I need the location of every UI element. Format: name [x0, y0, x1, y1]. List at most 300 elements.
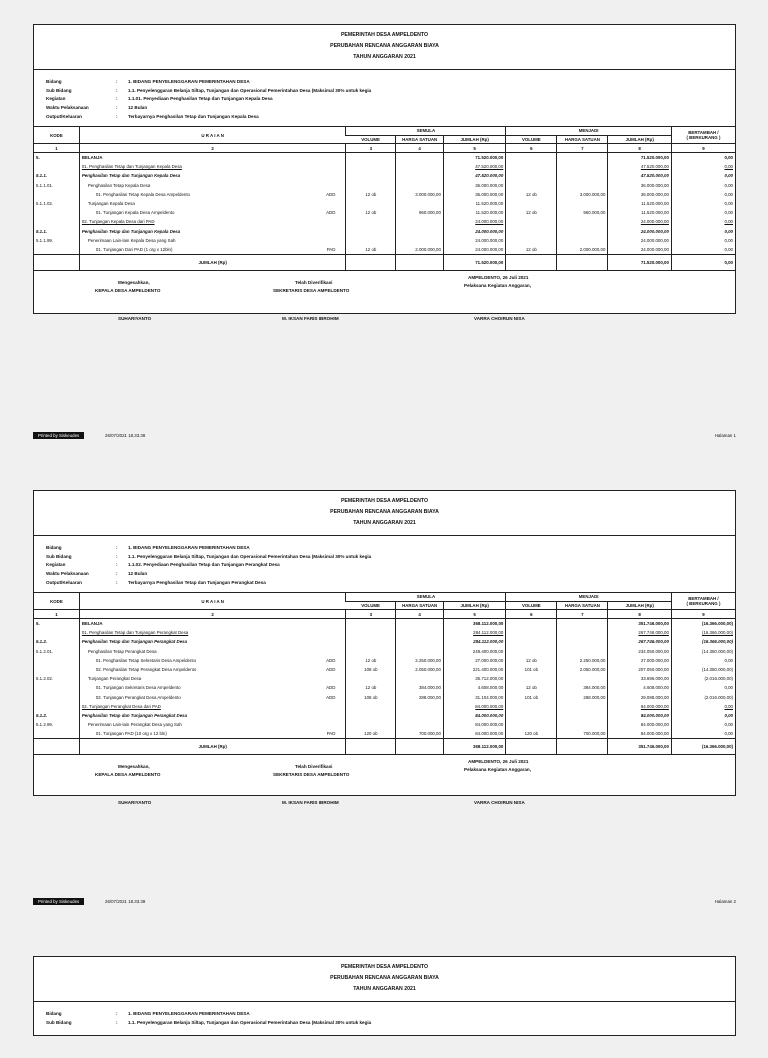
col-num: 5 [443, 144, 505, 153]
sign-name-sekretaris: M. IKSAN FARIS IBROHIM [282, 800, 339, 806]
row-harga-semula-text: 2.000.000,00 [415, 246, 441, 252]
row-kode [34, 656, 79, 665]
row-diff-text: 0,00 [724, 237, 733, 243]
row-jumlah-semula-text: 84.000.000,00 [475, 722, 504, 728]
budget-table [34, 126, 735, 271]
row-uraian [79, 665, 346, 674]
col-num: 4 [396, 610, 444, 619]
row-jumlah-menjadi-text: 11.520.000,00 [641, 201, 669, 207]
table-row [34, 711, 735, 720]
col-jumlah: JUMLAH (Rp) [443, 601, 505, 610]
row-kode [34, 162, 79, 171]
row-source: ADD [326, 191, 336, 197]
signature-block [34, 271, 735, 341]
row-uraian [79, 619, 346, 629]
row-harga-menjadi [557, 693, 608, 702]
row-harga-semula [396, 190, 444, 199]
col-num: 2 [79, 610, 346, 619]
row-volume-semula [346, 693, 396, 702]
col-volume: VOLUME [506, 135, 557, 144]
row-kode-text: 5.1.2.02. [36, 676, 54, 682]
row-uraian-text: Penerimaan Lain-lain Perangkat Desa yang Sah [87, 722, 182, 728]
col-kode: KODE [34, 593, 79, 610]
table-row [34, 619, 735, 629]
row-harga-menjadi [557, 217, 608, 226]
row-kode [34, 665, 79, 674]
row-volume-semula [346, 674, 396, 683]
row-volume-semula [346, 153, 396, 163]
label-kegiatan: Kegiatan [46, 562, 66, 568]
row-volume-menjadi-text: 12 ob [525, 246, 537, 252]
table-row [34, 637, 735, 646]
row-harga-semula [396, 162, 444, 171]
row-source: ADD [326, 210, 336, 216]
label-bidang: Bidang [46, 544, 62, 550]
row-diff [671, 171, 735, 180]
row-uraian [79, 199, 346, 208]
sign-sekretaris: SEKRETARIS DESA AMPELDENTO [273, 288, 350, 294]
report-header [34, 491, 735, 536]
row-harga-semula-text: 960.000,00 [418, 210, 441, 216]
col-bertambah [671, 127, 735, 144]
row-volume-menjadi [506, 208, 557, 217]
sign-date: AMPELDENTO, 26 Juli 2021 [468, 759, 529, 765]
row-kode-text: 5.1.2. [36, 639, 47, 645]
row-source: PAD [326, 246, 336, 252]
total-menjadi: 71.520.000,00 [608, 255, 672, 271]
report-header [34, 957, 735, 1002]
row-kode [34, 236, 79, 245]
label-sub-bidang: Sub Bidang [46, 87, 72, 93]
table-row [34, 162, 735, 171]
row-jumlah-semula [443, 702, 505, 711]
year-title: TAHUN ANGGARAN 2021 [353, 986, 416, 992]
row-volume-menjadi [506, 729, 557, 739]
row-source: ADD [326, 657, 336, 663]
row-diff [671, 702, 735, 711]
row-uraian-text: Penerimaan Lain-lain Kepala Desa yang Sah [87, 237, 176, 243]
label-kegiatan: Kegiatan [46, 96, 66, 102]
row-uraian-text: BELANJA [81, 621, 103, 627]
row-volume-menjadi [506, 217, 557, 226]
row-harga-semula [396, 656, 444, 665]
row-harga-menjadi [557, 619, 608, 629]
row-uraian [79, 217, 346, 226]
col-uraian: U R A I A N [79, 127, 346, 144]
row-harga-menjadi [557, 245, 608, 255]
row-kode-text: 5.1.1. [36, 228, 47, 234]
row-volume-menjadi-text: 12 ob [525, 191, 537, 197]
row-harga-menjadi [557, 637, 608, 646]
colon: : [116, 1019, 118, 1025]
row-harga-menjadi-text: 2.000.000,00 [579, 246, 606, 252]
org-title: PEMERINTAH DESA AMPELDENTO [340, 498, 429, 504]
row-harga-semula [396, 199, 444, 208]
row-uraian [79, 181, 346, 190]
row-kode [34, 637, 79, 646]
row-volume-semula [346, 637, 396, 646]
row-volume-menjadi [506, 693, 557, 702]
row-diff-text: 0,00 [724, 201, 733, 207]
total-menjadi: 351.746.000,00 [608, 739, 672, 755]
row-harga-semula [396, 208, 444, 217]
row-kode [34, 628, 79, 637]
row-harga-semula [396, 683, 444, 692]
row-uraian-text: Penghasilan Tetap dan Tunjangan Perangkat Desa [81, 712, 188, 718]
row-jumlah-semula-text: 84.000.000,00 [475, 731, 504, 737]
row-harga-semula-text: 2.050.000,00 [415, 667, 441, 673]
row-harga-menjadi [557, 628, 608, 637]
label-bidang: Bidang [46, 78, 62, 84]
row-volume-menjadi [506, 674, 557, 683]
row-volume-menjadi [506, 181, 557, 190]
row-jumlah-menjadi-text: 267.746.000,00 [638, 630, 669, 636]
col-uraian: U R A I A N [79, 593, 346, 610]
row-jumlah-menjadi-text: 71.520.000,00 [640, 155, 669, 161]
table-row [34, 702, 735, 711]
row-diff [671, 656, 735, 665]
row-harga-menjadi-text: 384.000,00 [583, 685, 606, 691]
row-uraian-text: 01. Penghasilan Tetap dan Tunjangan Kepala Desa [81, 164, 182, 170]
doc-title: PERUBAHAN RENCANA ANGGARAN BIAYA [330, 509, 439, 515]
row-harga-menjadi [557, 153, 608, 163]
row-harga-semula [396, 619, 444, 629]
col-jumlah: JUMLAH (Rp) [608, 135, 672, 144]
row-kode-text: 5.1.2. [36, 712, 47, 718]
row-volume-semula [346, 702, 396, 711]
row-jumlah-semula-text: 284.112.000,00 [473, 630, 504, 636]
row-uraian [79, 711, 346, 720]
row-diff [671, 647, 735, 656]
row-jumlah-semula [443, 729, 505, 739]
row-kode-text: 5.1.1. [36, 173, 47, 179]
colon: : [116, 114, 118, 120]
row-jumlah-menjadi-text: 27.000.000,00 [640, 657, 669, 663]
row-jumlah-semula [443, 674, 505, 683]
row-kode [34, 711, 79, 720]
row-volume-menjadi [506, 619, 557, 629]
row-harga-menjadi [557, 208, 608, 217]
colon: : [116, 78, 118, 84]
row-source: PAD [326, 731, 336, 737]
row-diff-text: 0,00 [724, 246, 733, 252]
row-jumlah-semula-text: 47.520.000,00 [475, 164, 504, 170]
row-harga-semula [396, 236, 444, 245]
row-harga-menjadi [557, 656, 608, 665]
col-menjadi: MENJADI [506, 593, 672, 602]
page-number: Halaman 1 [714, 433, 736, 438]
row-uraian-text: 01. Tunjangan Sekretaris Desa Ampeldento [95, 685, 181, 691]
row-jumlah-semula [443, 227, 505, 236]
col-num: 7 [557, 610, 608, 619]
table-row [34, 181, 735, 190]
row-volume-semula [346, 190, 396, 199]
sign-kepala: KEPALA DESA AMPELDENTO [95, 288, 161, 294]
row-jumlah-menjadi-text: 84.000.000,00 [640, 731, 669, 737]
sign-diverifikasi: Telah Diverifikasi [295, 280, 333, 286]
row-jumlah-menjadi-text: 84.000.000,00 [640, 722, 669, 728]
row-source: ADD [326, 694, 336, 700]
row-diff-text: 0,00 [724, 155, 733, 161]
row-uraian-text: 02. Penghasilan Tetap Perangkat Desa Ampeldento [95, 667, 197, 673]
row-uraian-text: Tunjangan Perangkat Desa [87, 676, 142, 682]
row-harga-semula-text: 2.250.000,00 [415, 657, 441, 663]
total-semula: 71.520.000,00 [443, 255, 505, 271]
row-uraian [79, 683, 346, 692]
row-volume-menjadi-text: 120 ob [524, 731, 539, 737]
row-uraian-text: Penghasilan Tetap dan Tunjangan Perangkat Desa [81, 639, 188, 645]
row-jumlah-menjadi-text: 29.088.000,00 [640, 694, 669, 700]
row-harga-semula [396, 181, 444, 190]
row-kode [34, 208, 79, 217]
row-jumlah-semula [443, 181, 505, 190]
row-harga-semula [396, 647, 444, 656]
col-jumlah: JUMLAH (Rp) [608, 601, 672, 610]
row-jumlah-semula-text: 27.000.000,00 [475, 657, 504, 663]
row-jumlah-semula [443, 171, 505, 180]
row-diff [671, 683, 735, 692]
row-jumlah-semula [443, 619, 505, 629]
row-uraian [79, 693, 346, 702]
row-jumlah-menjadi [608, 693, 672, 702]
row-harga-semula [396, 702, 444, 711]
row-source: ADD [326, 667, 336, 673]
table-row [34, 236, 735, 245]
col-bertambah-line2: ( BERKURANG ) [686, 135, 721, 140]
row-uraian [79, 729, 346, 739]
row-jumlah-semula [443, 153, 505, 163]
table-row [34, 245, 735, 255]
colon: : [116, 580, 118, 586]
row-jumlah-menjadi [608, 729, 672, 739]
printed-badge: Printed by Siskeudes [33, 432, 84, 439]
row-jumlah-menjadi [608, 171, 672, 180]
row-harga-semula [396, 628, 444, 637]
table-row [34, 628, 735, 637]
row-diff-text: (2.016.000,00) [704, 694, 733, 700]
row-diff-text: 0,00 [724, 703, 733, 709]
row-kode [34, 702, 79, 711]
row-harga-menjadi-text: 288.000,00 [583, 694, 606, 700]
row-jumlah-semula-text: 24.000.000,00 [475, 219, 504, 225]
label-waktu: Waktu Pelaksanaan [46, 571, 89, 577]
print-datetime: 26/07/2021 18.33.38 [105, 433, 146, 438]
row-jumlah-semula [443, 711, 505, 720]
colon: : [116, 1010, 118, 1016]
row-jumlah-semula [443, 665, 505, 674]
table-row [34, 729, 735, 739]
row-kode [34, 217, 79, 226]
row-volume-semula [346, 162, 396, 171]
table-row [34, 656, 735, 665]
row-jumlah-semula [443, 647, 505, 656]
row-harga-menjadi-text: 3.000.000,00 [579, 191, 606, 197]
row-uraian-text: 01. Penghasilan Tetap Sekretaris Desa Ampeldento [95, 657, 197, 663]
row-uraian-text: 01. Tunjangan PAD (10 org x 12 bln) [95, 731, 167, 737]
row-volume-semula [346, 208, 396, 217]
col-volume: VOLUME [506, 601, 557, 610]
table-row [34, 190, 735, 199]
value-waktu: 12 Bulan [128, 571, 148, 577]
row-source: ADD [326, 685, 336, 691]
row-harga-menjadi-text: 2.250.000,00 [579, 657, 606, 663]
colon: : [116, 544, 118, 550]
total-diff: (16.366.000,00) [671, 739, 735, 755]
page-footer-2 [33, 898, 736, 906]
col-harga: HARGA SATUAN [557, 135, 608, 144]
row-volume-menjadi [506, 647, 557, 656]
row-diff [671, 227, 735, 236]
colon: : [116, 562, 118, 568]
row-diff [671, 162, 735, 171]
row-jumlah-semula-text: 84.000.000,00 [475, 703, 504, 709]
row-harga-menjadi [557, 190, 608, 199]
row-jumlah-semula-text: 71.520.000,00 [475, 155, 504, 161]
row-jumlah-menjadi [608, 153, 672, 163]
row-jumlah-menjadi [608, 702, 672, 711]
row-diff-text: 0,00 [724, 731, 733, 737]
row-jumlah-menjadi [608, 637, 672, 646]
row-volume-semula [346, 199, 396, 208]
row-harga-menjadi [557, 711, 608, 720]
label-bidang: Bidang [46, 1010, 62, 1016]
row-volume-semula-text: 12 ob [365, 657, 377, 663]
row-harga-menjadi [557, 181, 608, 190]
row-volume-menjadi [506, 683, 557, 692]
row-jumlah-semula-text: 36.000.000,00 [475, 182, 504, 188]
budget-rows [34, 619, 735, 739]
row-jumlah-menjadi [608, 162, 672, 171]
row-volume-menjadi-text: 101 ob [524, 694, 539, 700]
total-diff: 0,00 [671, 255, 735, 271]
col-volume: VOLUME [346, 601, 396, 610]
row-diff-text: (14.350.000,00) [701, 667, 733, 673]
total-row [34, 739, 735, 755]
row-kode-text: 5.1.2.99. [36, 722, 54, 728]
row-volume-menjadi [506, 236, 557, 245]
row-diff-text: 0,00 [724, 173, 733, 179]
row-jumlah-semula-text: 24.000.000,00 [475, 246, 504, 252]
row-uraian [79, 647, 346, 656]
row-jumlah-menjadi [608, 674, 672, 683]
row-volume-semula [346, 245, 396, 255]
col-num: 7 [557, 144, 608, 153]
year-title: TAHUN ANGGARAN 2021 [353, 54, 416, 60]
row-jumlah-semula [443, 208, 505, 217]
table-row [34, 153, 735, 163]
colon: : [116, 571, 118, 577]
row-kode [34, 693, 79, 702]
col-num: 2 [79, 144, 346, 153]
row-jumlah-semula [443, 217, 505, 226]
row-kode [34, 171, 79, 180]
row-volume-semula-text: 12 ob [365, 191, 377, 197]
row-jumlah-semula-text: 221.400.000,00 [472, 667, 504, 673]
table-row [34, 647, 735, 656]
row-kode [34, 647, 79, 656]
row-jumlah-menjadi-text: 24.000.000,00 [640, 246, 669, 252]
value-sub-bidang: 1.1. Penyelenggaran Belanja Siltap, Tunjangan dan Operasional Pemerintahan Desa (Maksimal 30% untuk kegia [128, 553, 372, 559]
row-kode [34, 674, 79, 683]
col-harga: HARGA SATUAN [557, 601, 608, 610]
row-kode [34, 190, 79, 199]
print-datetime: 26/07/2021 18.33.38 [105, 899, 146, 904]
row-diff-text: (14.350.000,00) [701, 648, 733, 654]
row-volume-menjadi [506, 199, 557, 208]
row-harga-semula [396, 637, 444, 646]
col-bertambah-line2: ( BERKURANG ) [686, 601, 721, 606]
row-uraian-text: 01. Penghasilan Tetap Kepala Desa Ampeldento [95, 191, 191, 197]
sign-name-pelaksana: VARRA CHOIRUN NISA [474, 800, 525, 806]
table-row [34, 720, 735, 729]
page-number: Halaman 2 [714, 899, 736, 904]
col-semula: SEMULA [346, 593, 506, 602]
row-jumlah-menjadi-text: 36.000.000,00 [640, 191, 669, 197]
row-uraian [79, 227, 346, 236]
col-bertambah [671, 593, 735, 610]
row-jumlah-menjadi-text: 234.050.000,00 [638, 648, 669, 654]
page-footer-1 [33, 432, 736, 440]
row-volume-semula [346, 171, 396, 180]
row-volume-semula [346, 619, 396, 629]
value-kegiatan: 1.1.01. Penyediaan Penghasilan Tetap dan Tunjangan Kepala Desa [128, 96, 273, 102]
row-harga-menjadi [557, 729, 608, 739]
colon: : [116, 553, 118, 559]
row-volume-menjadi [506, 162, 557, 171]
row-jumlah-semula-text: 24.000.000,00 [475, 228, 504, 234]
row-harga-menjadi [557, 171, 608, 180]
row-uraian-text: 02. Tunjangan Perangkat Desa dari PAD [81, 703, 161, 709]
row-kode-text: 5.1.1.01. [36, 182, 54, 188]
row-harga-semula [396, 153, 444, 163]
row-jumlah-menjadi [608, 656, 672, 665]
row-harga-semula [396, 245, 444, 255]
col-num: 1 [34, 610, 79, 619]
row-uraian-text: Penghasilan Tetap dan Tunjangan Kepala Desa [81, 173, 181, 179]
row-uraian-text: 01. Tunjangan Dari PAD (1 org x 12bln) [95, 246, 173, 252]
row-kode [34, 683, 79, 692]
row-volume-semula [346, 628, 396, 637]
row-uraian-text: BELANJA [81, 155, 103, 161]
row-uraian [79, 720, 346, 729]
table-row [34, 683, 735, 692]
label-output: Output/Keluaran [46, 580, 82, 586]
col-num: 9 [671, 610, 735, 619]
signature-block [34, 755, 735, 825]
col-bertambah-line1: BERTAMBAH / [688, 130, 719, 135]
row-volume-semula-text: 108 ob [364, 694, 378, 700]
row-harga-menjadi-text: 700.000,00 [583, 731, 606, 737]
row-volume-menjadi [506, 720, 557, 729]
row-jumlah-menjadi [608, 181, 672, 190]
row-uraian [79, 245, 346, 255]
row-diff-text: 0,00 [724, 210, 733, 216]
row-jumlah-menjadi-text: 47.520.000,00 [640, 164, 669, 170]
row-jumlah-semula [443, 162, 505, 171]
row-diff-text: 0,00 [724, 228, 733, 234]
row-diff [671, 693, 735, 702]
col-bertambah-line1: BERTAMBAH / [688, 596, 719, 601]
row-volume-menjadi [506, 190, 557, 199]
report-header [34, 25, 735, 70]
row-jumlah-semula-text: 11.520.000,00 [475, 210, 504, 216]
row-harga-semula-text: 3.000.000,00 [415, 191, 441, 197]
label-waktu: Waktu Pelaksanaan [46, 105, 89, 111]
row-kode-text: 5.1.1.99. [36, 237, 54, 243]
row-volume-semula-text: 12 ob [365, 210, 377, 216]
report-page-3 [33, 956, 736, 1036]
row-jumlah-semula [443, 693, 505, 702]
